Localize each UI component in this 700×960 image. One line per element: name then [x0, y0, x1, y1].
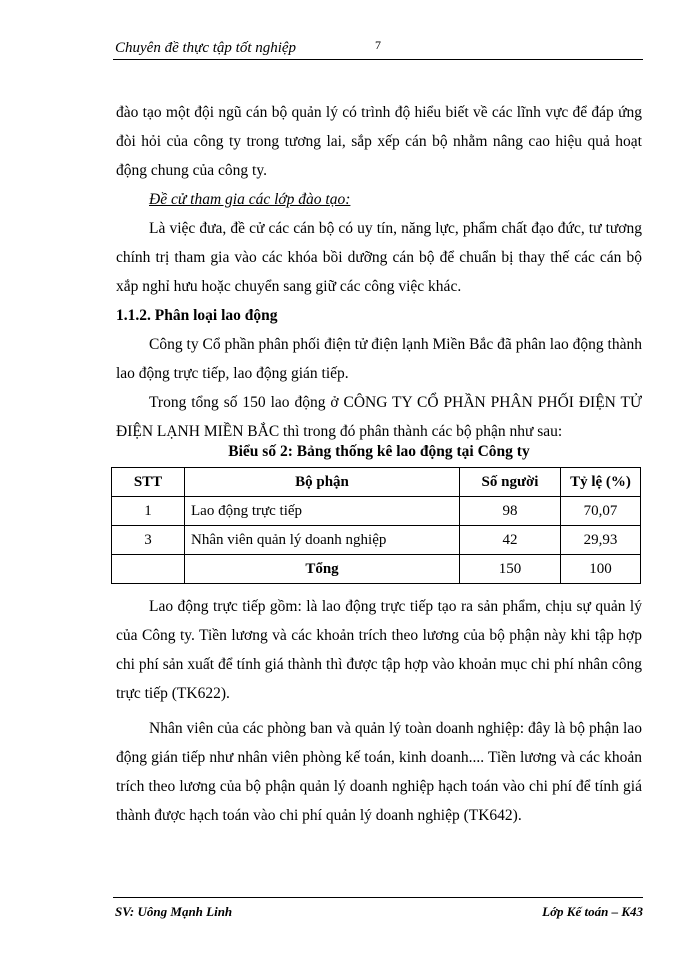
- page-header: [113, 38, 643, 60]
- page-number: 7: [375, 38, 381, 52]
- labor-stats-table: [111, 467, 641, 584]
- paragraph-4: Trong tổng số 150 lao động ở CÔNG TY CỔ PHẦN PHÂN PHỐI ĐIỆN TỬ ĐIỆN LẠNH MIỀN BẮC thì trong đó phân thành các bộ phận như sau:: [116, 394, 642, 440]
- header-department: Bộ phận: [185, 468, 460, 497]
- paragraph-3: Công ty Cổ phần phân phối điện tử điện lạnh Miền Bắc đã phân lao động thành lao động trực tiếp, lao động gián tiếp.: [116, 336, 642, 382]
- cell-department: Lao động trực tiếp: [185, 497, 460, 526]
- header-percent: Tỷ lệ (%): [561, 468, 641, 497]
- paragraph-1: đào tạo một đội ngũ cán bộ quản lý có trình độ hiểu biết về các lĩnh vực để đáp ứng đòi hỏi của công ty trong tương lai, sắp xếp cán bộ nhằm nâng cao hiệu quả hoạt động chung của công ty.: [116, 104, 642, 179]
- body-bottom: [116, 592, 642, 830]
- header-title: Chuyên đề thực tập tốt nghiệp: [115, 40, 297, 56]
- cell-percent: 70,07: [561, 497, 641, 526]
- cell-department: Nhân viên quản lý doanh nghiệp: [185, 526, 460, 555]
- table-row: [112, 497, 641, 526]
- cell-stt: 1: [112, 497, 185, 526]
- cell-stt: 3: [112, 526, 185, 555]
- cell-total-percent: 100: [561, 555, 641, 584]
- header-stt: STT: [112, 468, 185, 497]
- cell-total-people: 150: [460, 555, 561, 584]
- cell-percent: 29,93: [561, 526, 641, 555]
- subheading-nomination: Đề cử tham gia các lớp đào tạo:: [149, 191, 351, 208]
- footer-student: SV: Uông Mạnh Linh: [115, 904, 233, 919]
- table-total-row: [112, 555, 641, 584]
- header-people: Số người: [460, 468, 561, 497]
- page-footer: [113, 897, 643, 919]
- cell-people: 42: [460, 526, 561, 555]
- table-caption: Biểu số 2: Bảng thống kê lao động tại Công ty: [228, 443, 530, 460]
- table-caption-wrap: [116, 437, 642, 466]
- body-top: [116, 98, 642, 446]
- paragraph-6: Nhân viên của các phòng ban và quản lý toàn doanh nghiệp: đây là bộ phận lao động gián tiếp như nhân viên phòng kế toán, kinh doanh.... Tiền lương và các khoản trích theo lương của bộ phận quản lý doanh nghiệp hạch toán vào chi phí để tính giá thành được hạch toán vào chi phí quản lý doanh nghiệp (TK642).: [116, 720, 642, 824]
- footer-class: Lớp Kế toán – K43: [542, 904, 643, 919]
- paragraph-5: Lao động trực tiếp gồm: là lao động trực tiếp tạo ra sản phẩm, chịu sự quản lý của Công ty. Tiền lương và các khoản trích theo lương của bộ phận này khi tập hợp chi phí sản xuất để tính giá thành thì được tập hợp vào khoản mục chi phí nhân công trực tiếp (TK622).: [116, 598, 642, 702]
- header-rule: [113, 59, 643, 60]
- footer-rule: [113, 897, 643, 898]
- cell-empty: [112, 555, 185, 584]
- cell-total-label: Tổng: [185, 555, 460, 584]
- paragraph-2: Là việc đưa, đề cử các cán bộ có uy tín, năng lực, phẩm chất đạo đức, tư tương chính trị tham gia vào các khóa bồi dưỡng cán bộ để chuẩn bị thay thế các cán bộ xắp nghỉ hưu hoặc chuyển sang giữ các công việc khác.: [116, 220, 642, 295]
- section-heading: 1.1.2. Phân loại lao động: [116, 307, 278, 324]
- table-row: [112, 526, 641, 555]
- cell-people: 98: [460, 497, 561, 526]
- table-header-row: [112, 468, 641, 497]
